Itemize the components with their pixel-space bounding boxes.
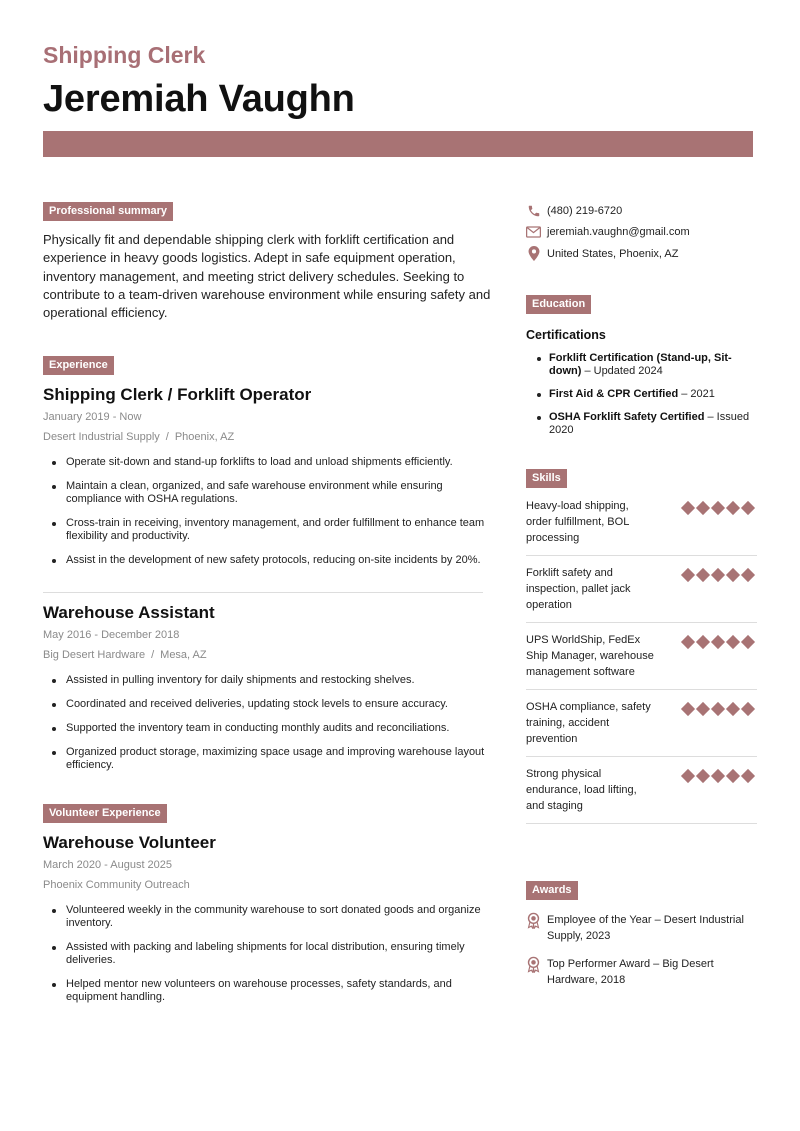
skill-row xyxy=(526,623,757,690)
skill-rating xyxy=(682,501,754,515)
job-location: Mesa, AZ xyxy=(160,649,207,661)
cert-name: OSHA Forklift Safety Certified xyxy=(549,411,705,423)
job-place: Desert Industrial Supply / Phoenix, AZ xyxy=(43,431,235,443)
cert-detail: – 2021 xyxy=(678,388,715,400)
experience-section xyxy=(43,355,498,578)
cert-name: Forklift Certification (Stand-up, Sit-down) xyxy=(549,352,732,377)
rating-diamond-icon xyxy=(726,769,740,783)
award-text: Employee of the Year – Desert Industrial Supply, 2023 xyxy=(547,914,744,942)
summary-text: Physically fit and dependable shipping clerk with forklift certification and experience in heavy goods logistics. Adept in safe equipment operation, inventory management, and meeting strict delivery schedules. Seeking to contribute to a team-driven warehouse environment while ensuring safety and operational efficiency. xyxy=(43,232,491,321)
rating-diamond-icon xyxy=(681,635,695,649)
cert-name: First Aid & CPR Certified xyxy=(549,388,679,400)
rating-diamond-icon xyxy=(726,702,740,716)
job-company: Big Desert Hardware xyxy=(43,649,146,661)
job-bullets xyxy=(43,456,498,567)
header-accent-bar xyxy=(43,131,753,157)
candidate-name: Jeremiah Vaughn xyxy=(43,78,355,120)
list-item: Assisted in pulling inventory for daily shipments and restocking shelves. xyxy=(43,674,498,687)
volunteer-heading: Volunteer Experience xyxy=(43,804,167,823)
rating-diamond-icon xyxy=(711,769,725,783)
education-section xyxy=(526,294,757,447)
rating-diamond-icon xyxy=(696,568,710,582)
phone-text: (480) 219-6720 xyxy=(547,204,623,217)
rating-diamond-icon xyxy=(741,769,755,783)
job-date: January 2019 - Now xyxy=(43,411,142,423)
certifications-title: Certifications xyxy=(526,328,606,342)
list-item: Cross-train in receiving, inventory management, and order fulfillment to enhance team flexibility and productivity. xyxy=(43,517,498,543)
job-bullets xyxy=(43,674,498,772)
rating-diamond-icon xyxy=(696,702,710,716)
list-item: Assist in the development of new safety protocols, reducing on-site incidents by 20%. xyxy=(43,554,498,567)
award-ribbon-icon xyxy=(526,956,541,973)
awards-section xyxy=(526,880,757,988)
skill-row xyxy=(526,757,757,824)
rating-diamond-icon xyxy=(711,501,725,515)
rating-diamond-icon xyxy=(711,635,725,649)
list-item: Organized product storage, maximizing space usage and improving warehouse layout efficiency. xyxy=(43,746,498,772)
skills-heading: Skills xyxy=(526,469,567,488)
job-company: Desert Industrial Supply xyxy=(43,431,160,443)
list-item: Coordinated and received deliveries, updating stock levels to ensure accuracy. xyxy=(43,698,498,711)
rating-diamond-icon xyxy=(681,769,695,783)
skill-rating xyxy=(682,769,754,783)
list-item: Volunteered weekly in the community warehouse to sort donated goods and organize inventory. xyxy=(43,904,498,930)
job-location: Phoenix, AZ xyxy=(174,431,235,443)
job-title: Warehouse Assistant xyxy=(43,603,215,622)
summary-section xyxy=(43,201,498,322)
email-text: jeremiah.vaughn@gmail.com xyxy=(547,226,690,239)
volunteer-section xyxy=(43,803,498,1015)
job-divider xyxy=(43,592,483,593)
rating-diamond-icon xyxy=(711,702,725,716)
contact-email xyxy=(526,222,757,244)
volunteer-title: Warehouse Volunteer xyxy=(43,833,216,852)
award-ribbon-icon xyxy=(526,912,541,929)
skill-list xyxy=(526,498,757,824)
list-item xyxy=(526,388,757,401)
volunteer-date: March 2020 - August 2025 xyxy=(43,859,173,871)
envelope-icon xyxy=(526,225,541,240)
skill-rating xyxy=(682,702,754,716)
list-item: Helped mentor new volunteers on warehouse processes, safety standards, and equipment handling. xyxy=(43,978,498,1004)
volunteer-bullets xyxy=(43,904,498,1004)
skill-name: Forklift safety and inspection, pallet jack operation xyxy=(526,567,631,611)
skill-row xyxy=(526,498,757,556)
skills-section xyxy=(526,468,757,824)
volunteer-organization: Phoenix Community Outreach xyxy=(43,879,190,891)
cert-detail: – Issued 2020 xyxy=(549,411,750,436)
rating-diamond-icon xyxy=(726,501,740,515)
contact-location xyxy=(526,243,757,265)
summary-heading: Professional summary xyxy=(43,202,173,221)
skill-name: Heavy-load shipping, order fulfillment, BOL processing xyxy=(526,500,629,544)
list-item: Supported the inventory team in conducting monthly audits and reconciliations. xyxy=(43,722,498,735)
job-place: Big Desert Hardware / Mesa, AZ xyxy=(43,649,207,661)
job-subtitle: Shipping Clerk xyxy=(43,42,206,68)
skill-name: OSHA compliance, safety training, accident prevention xyxy=(526,701,651,745)
award-item xyxy=(526,956,757,988)
skill-row xyxy=(526,556,757,623)
rating-diamond-icon xyxy=(741,635,755,649)
list-item: Operate sit-down and stand-up forklifts to load and unload shipments efficiently. xyxy=(43,456,498,469)
map-pin-icon xyxy=(526,246,541,261)
award-item xyxy=(526,912,757,944)
rating-diamond-icon xyxy=(726,635,740,649)
list-item: Assisted with packing and labeling shipments for local distribution, ensuring timely deliveries. xyxy=(43,941,498,967)
awards-heading: Awards xyxy=(526,881,578,900)
rating-diamond-icon xyxy=(741,702,755,716)
rating-diamond-icon xyxy=(726,568,740,582)
skill-name: Strong physical endurance, load lifting, and staging xyxy=(526,768,637,812)
skill-rating xyxy=(682,635,754,649)
contact-phone xyxy=(526,200,757,222)
rating-diamond-icon xyxy=(696,501,710,515)
skill-row xyxy=(526,690,757,757)
list-item: Maintain a clean, organized, and safe warehouse environment while ensuring compliance with OSHA regulations. xyxy=(43,480,498,506)
list-item xyxy=(526,411,757,437)
rating-diamond-icon xyxy=(681,501,695,515)
education-heading: Education xyxy=(526,295,591,314)
rating-diamond-icon xyxy=(681,702,695,716)
job-entry xyxy=(43,385,498,567)
rating-diamond-icon xyxy=(741,568,755,582)
cert-list xyxy=(526,352,757,437)
rating-diamond-icon xyxy=(681,568,695,582)
job-title: Shipping Clerk / Forklift Operator xyxy=(43,385,312,404)
job-entry xyxy=(43,595,498,783)
skill-name: UPS WorldShip, FedEx Ship Manager, warehouse management software xyxy=(526,634,654,678)
phone-icon xyxy=(526,203,541,218)
job-date: May 2016 - December 2018 xyxy=(43,629,180,641)
rating-diamond-icon xyxy=(696,635,710,649)
rating-diamond-icon xyxy=(711,568,725,582)
rating-diamond-icon xyxy=(741,501,755,515)
cert-detail: – Updated 2024 xyxy=(581,365,663,377)
award-text: Top Performer Award – Big Desert Hardware, 2018 xyxy=(547,958,714,986)
experience-heading: Experience xyxy=(43,356,114,375)
contact-section xyxy=(526,200,757,265)
list-item xyxy=(526,352,757,378)
location-text: United States, Phoenix, AZ xyxy=(547,247,679,260)
rating-diamond-icon xyxy=(696,769,710,783)
skill-rating xyxy=(682,568,754,582)
